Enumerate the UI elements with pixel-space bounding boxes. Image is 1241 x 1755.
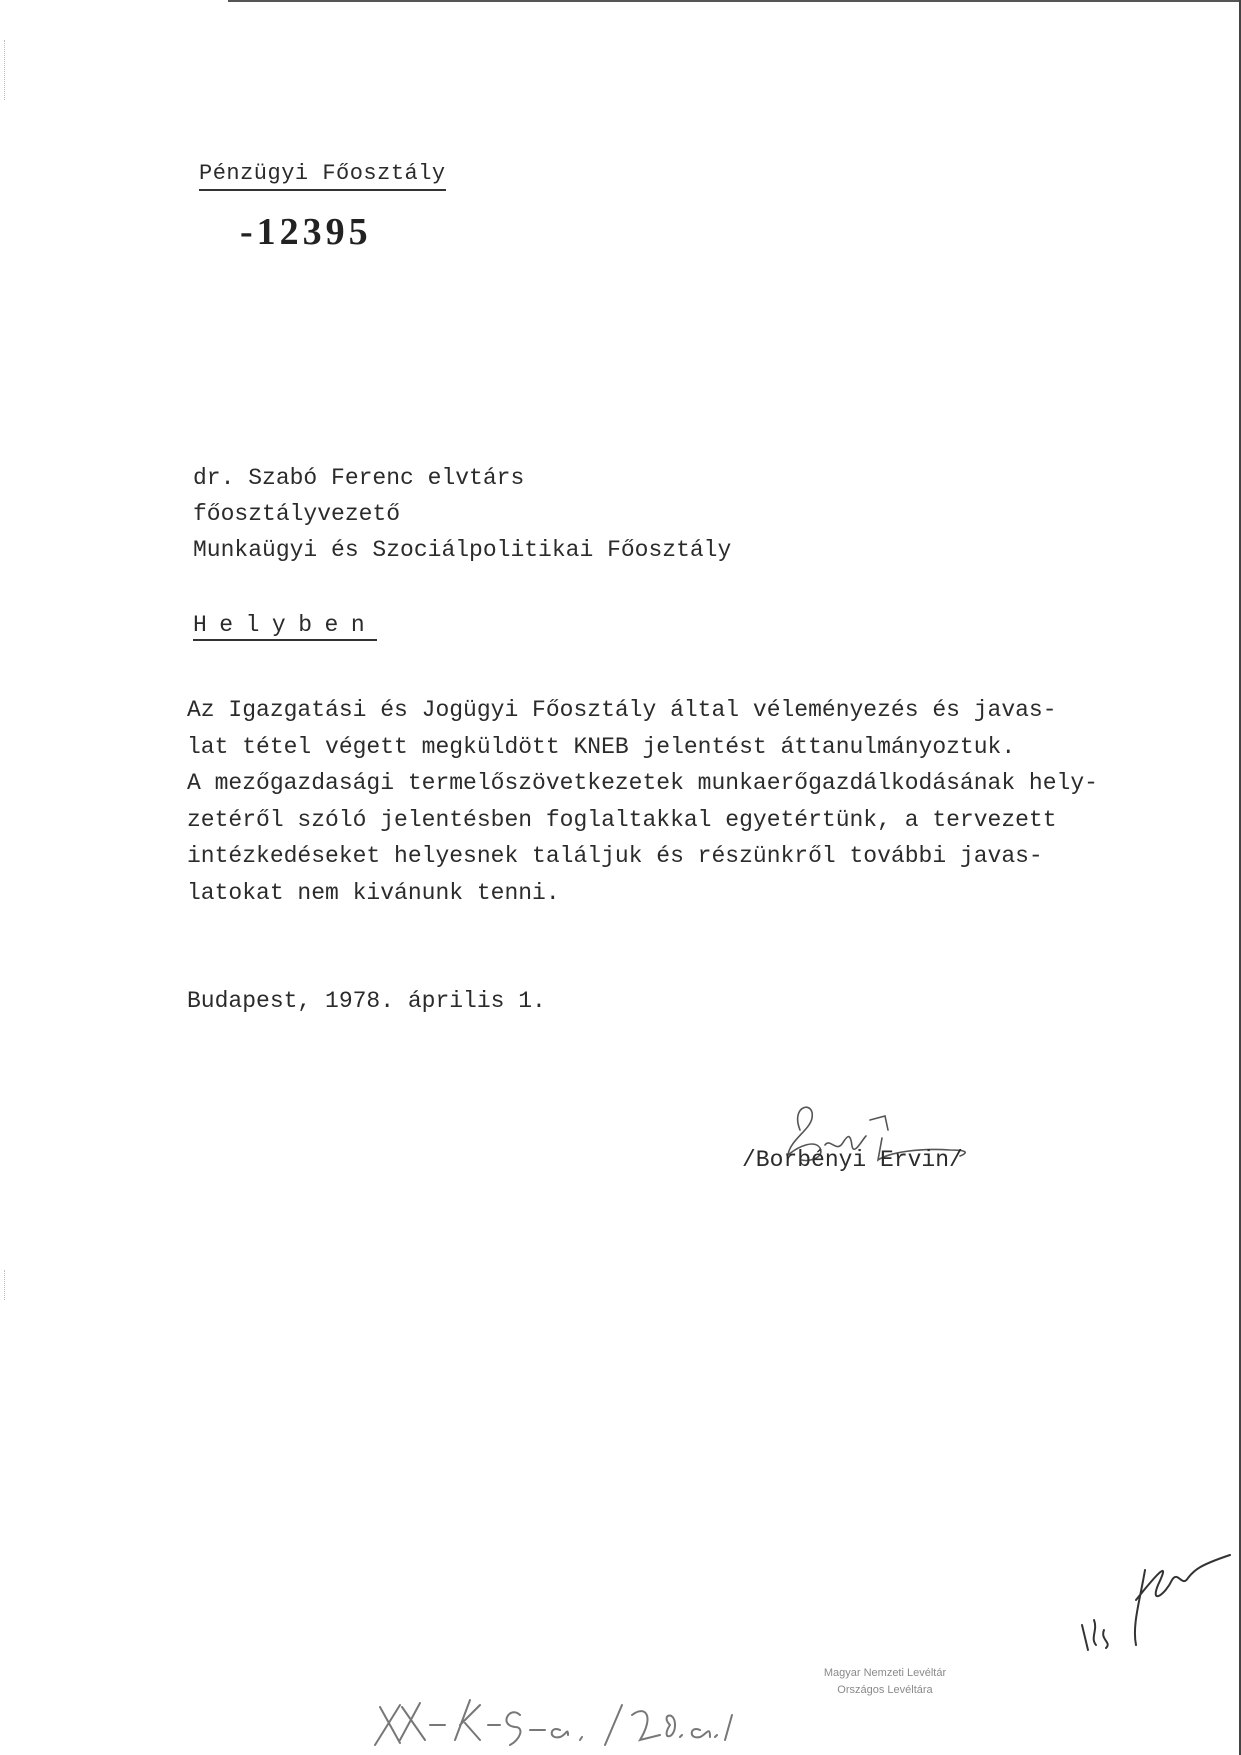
reference-number: -12395 [240, 211, 372, 253]
department-header: Pénzügyi Főosztály [199, 160, 446, 191]
body-line: A mezőgazdasági termelőszövetkezetek munkaerőgazdálkodásának hely- [187, 770, 1098, 797]
handwritten-archive-code [370, 1685, 790, 1755]
body-line: latokat nem kivánunk tenni. [187, 879, 560, 906]
date-line: Budapest, 1978. április 1. [187, 988, 546, 1014]
body-line: zetéről szóló jelentésben foglaltakkal egyetértünk, a tervezett [187, 806, 1057, 833]
archive-stamp-line: Országos Levéltára [837, 1684, 933, 1696]
scan-specks [4, 40, 7, 100]
salutation: Helyben [193, 611, 377, 641]
scan-specks [4, 1270, 7, 1300]
addressee-block [193, 460, 731, 568]
body-line: intézkedéseket helyesnek találjuk és részünkről további javas- [187, 843, 1043, 870]
body-line: lat tétel végett megküldött KNEB jelentést áttanulmányoztuk. [187, 733, 1016, 760]
body-line: Az Igazgatási és Jogügyi Főosztály által véleményezés és javas- [187, 697, 1057, 723]
handwritten-initials [1070, 1530, 1240, 1660]
addressee-title: főosztályvezető [193, 501, 401, 527]
page-border-top [228, 0, 1241, 2]
archive-stamp-line: Magyar Nemzeti Levéltár [823, 1667, 947, 1679]
letter-body [187, 692, 1098, 912]
addressee-department: Munkaügyi és Szociálpolitikai Főosztály [193, 537, 732, 563]
archive-stamp [805, 1665, 965, 1699]
signatory-name: /Borbényi Ervin/ [742, 1147, 963, 1173]
addressee-name: dr. Szabó Ferenc elvtárs [193, 465, 525, 491]
